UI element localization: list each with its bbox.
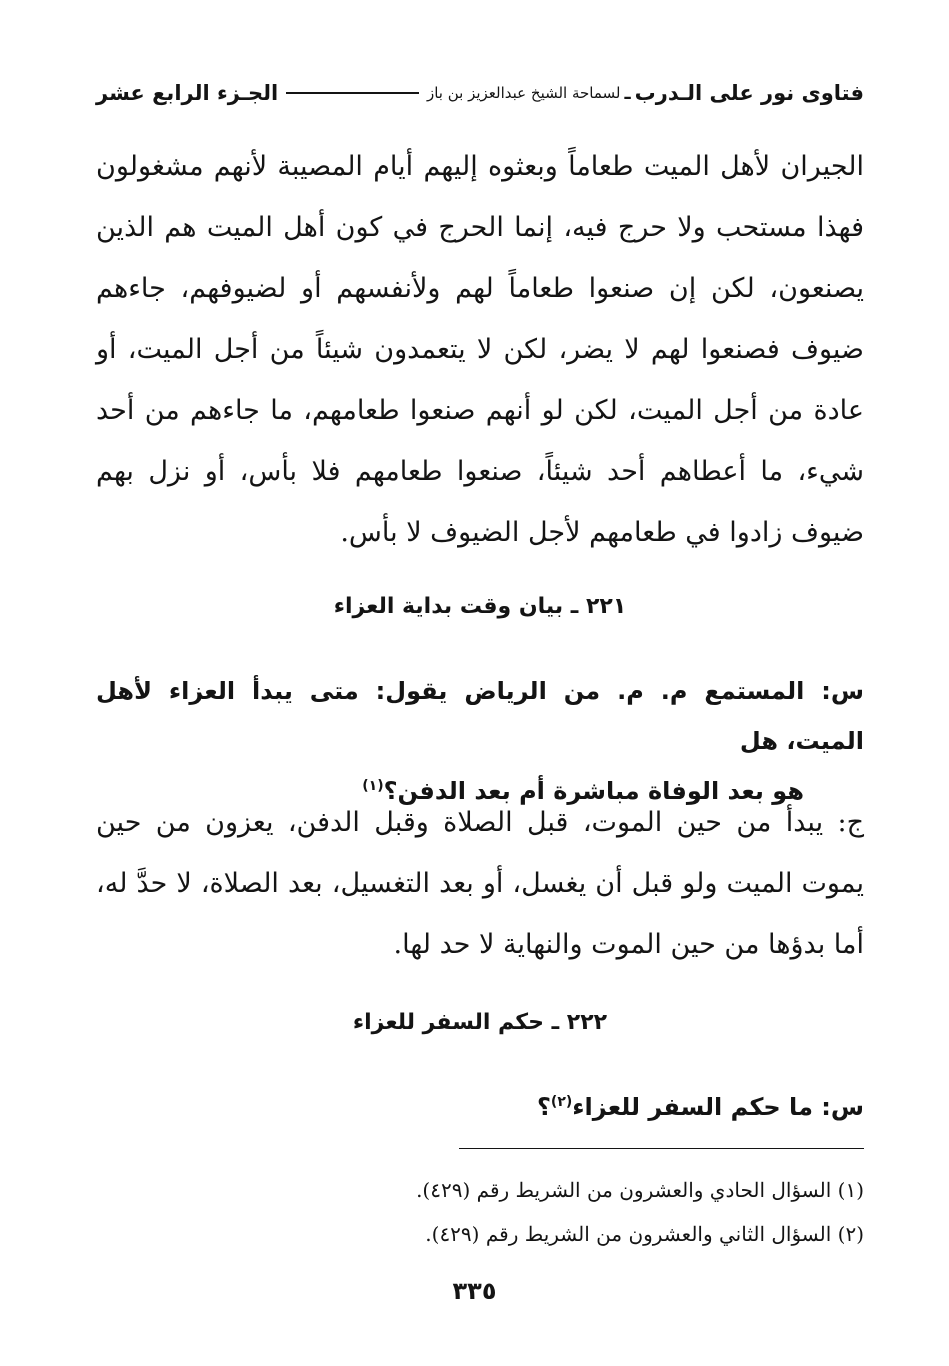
footnote-2: (٢) السؤال الثاني والعشرون من الشريط رقم (٤٢٩). (425, 1222, 864, 1246)
answer-continuation: الجيران لأهل الميت طعاماً وبعثوه إليهم أيام المصيبة لأنهم مشغولون فهذا مستحب ولا حرج فيه، إنما الحرج في كون أهل الميت هم الذين يصنعون، لكن إن صنعوا طعاماً لهم ولأنفسهم أو لضيوفهم، جاءهم ضيوف فصنعوا لهم لا يضر، لكن لا يتعمدون شيئاً من أجل الميت، أو عادة من أجل الميت، لكن لو أنهم صنعوا طعامهم، ما جاءهم من أحد شيء، ما أعطاهم أحد شيئاً، صنعوا طعامهم فلا بأس، أو نزل بهم ضيوف زادوا في طعامهم لأجل الضيوف لا بأس. (96, 151, 864, 548)
question-221-line2: هو بعد الوفاة مباشرة أم بعد الدفن؟ (383, 777, 804, 805)
page-number: ٣٣٥ (452, 1277, 497, 1305)
footnote-separator (459, 1148, 864, 1149)
answer-221: ج: يبدأ من حين الموت، قبل الصلاة وقبل الدفن، يعزون من حين يموت الميت ولو قبل أن يغسل، أو بعد التغسيل، بعد الصلاة، لا حدَّ له، أما بدؤها من حين الموت والنهاية لا حد لها. (96, 807, 864, 960)
section-heading-221: ٢٢١ ـ بيان وقت بداية العزاء (333, 594, 627, 619)
question-222 (96, 1082, 864, 1132)
footnote-ref-2: (٢) (550, 1094, 573, 1110)
book-title: فتاوى نور على الـدرب (634, 81, 864, 105)
author-name: لسماحة الشيخ عبدالعزيز بن باز (426, 84, 621, 102)
question-222-mark: ؟ (536, 1093, 551, 1121)
footnote-1: (١) السؤال الحادي والعشرون من الشريط رقم (٤٢٩). (416, 1178, 864, 1202)
running-header (96, 76, 864, 110)
footnotes (96, 1168, 864, 1256)
footnote-ref-1: (١) (362, 778, 384, 794)
header-dash: ـ (624, 82, 631, 104)
part-number: الجـزء الرابع عشر (96, 81, 279, 105)
question-222-text: س: ما حكم السفر للعزاء (572, 1093, 864, 1121)
question-221-line1: س: المستمع م. م. من الرياض يقول: متى يبدأ العزاء لأهل الميت، هل (96, 677, 864, 755)
section-heading-222: ٢٢٢ ـ حكم السفر للعزاء (352, 1010, 608, 1035)
header-rule (286, 92, 419, 94)
